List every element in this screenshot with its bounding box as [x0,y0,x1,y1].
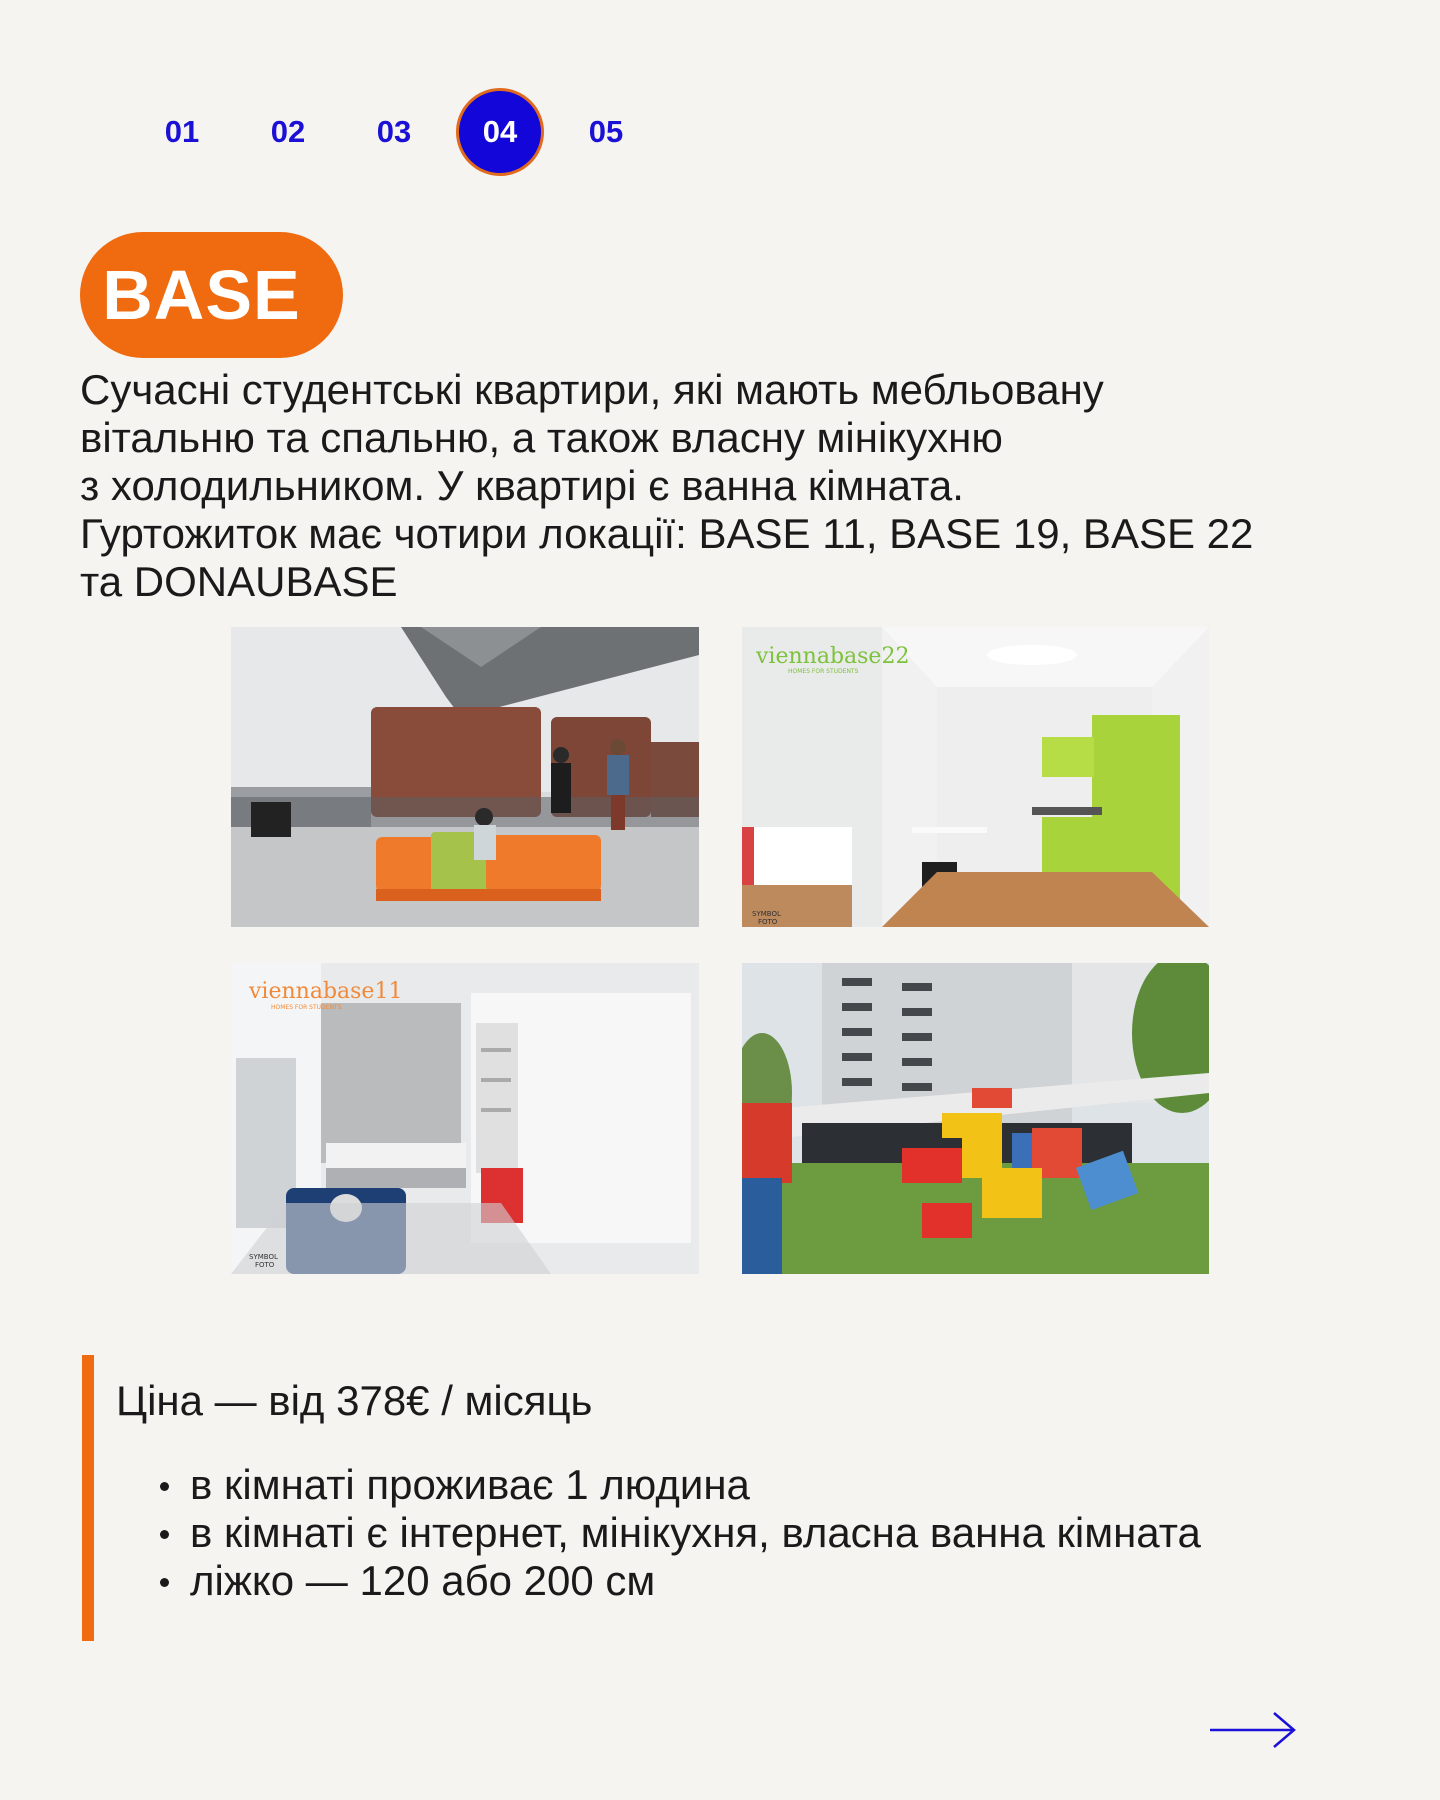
feature-item: ліжко — 120 або 200 см [160,1557,1376,1605]
description-line: вітальню та спальню, а також власну мінікухню [80,414,1003,461]
kitchen-photo-stamp-line: FOTO [758,918,778,926]
description-line: Сучасні студентські квартири, які мають мебльовану [80,366,1104,413]
arrow-right-icon [1208,1705,1298,1755]
next-slide-button[interactable] [1208,1705,1298,1755]
photo-rooftop-terrace [231,627,699,927]
kitchen-photo-logo: viennabase22 [756,644,910,669]
description-line: з холодильником. У квартирі є ванна кімната. [80,462,964,509]
pager-item-03[interactable]: 03 [376,114,412,149]
room-photo-stamp-line: FOTO [255,1261,275,1269]
pager-item-01[interactable]: 01 [164,114,200,149]
slide-pager [138,88,650,176]
pricing-box [82,1355,1376,1641]
pager-item-04[interactable]: 04 [456,88,544,176]
price-text: Ціна — від 378€ / місяць [116,1377,593,1424]
description-line: та DONAUBASE [80,558,398,605]
feature-item: в кімнаті є інтернет, мінікухня, власна ванна кімната [160,1509,1376,1557]
room-photo-stamp-line: SYMBOL [249,1253,278,1261]
photo-grid [231,627,1209,1274]
title-badge: BASE [80,232,343,358]
photo-bedroom [231,963,699,1274]
photo-courtyard [742,963,1209,1274]
room-photo-logo: viennabase11 [249,979,403,1004]
feature-list [160,1461,1376,1605]
pager-item-02[interactable]: 02 [270,114,306,149]
description [80,366,1320,606]
kitchen-photo-stamp-line: SYMBOL [752,910,781,918]
room-photo-logo-tagline: HOMES FOR STUDENTS [271,1004,342,1011]
description-line: Гуртожиток має чотири локації: BASE 11, BASE 19, BASE 22 [80,510,1254,557]
pager-item-05[interactable]: 05 [588,114,624,149]
photo-kitchen [742,627,1209,927]
feature-item: в кімнаті проживає 1 людина [160,1461,1376,1509]
kitchen-photo-logo-tagline: HOMES FOR STUDENTS [788,668,859,675]
